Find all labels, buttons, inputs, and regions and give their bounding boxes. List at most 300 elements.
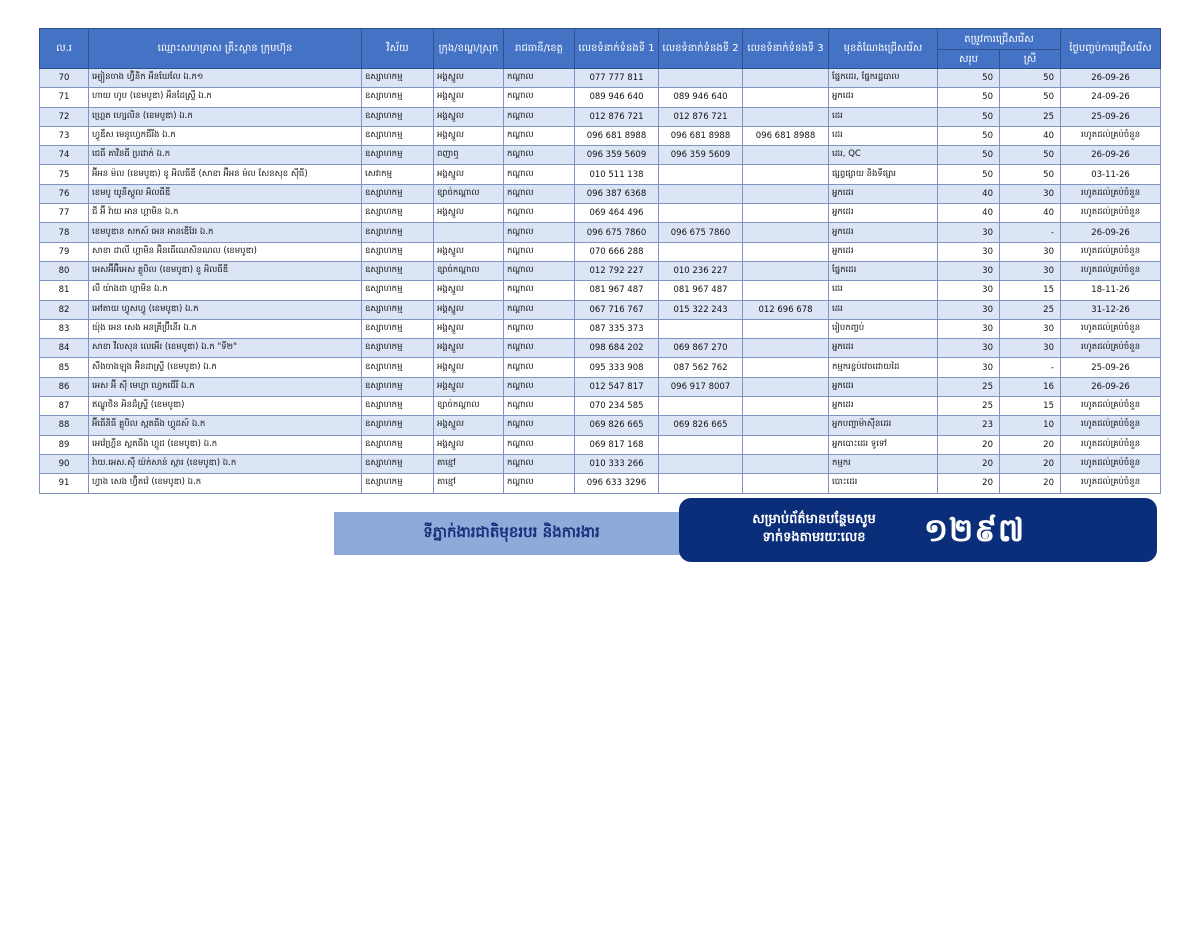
cell-company-name: អេស អ៊ី ស៊ី មេហ្គា ហ្វេកជើរី ឯ.ក xyxy=(89,377,362,396)
table-row xyxy=(40,261,1161,280)
cell-phone-3 xyxy=(743,69,829,88)
cell-phone-1: 012 792 227 xyxy=(575,261,659,280)
cell-row-number: 91 xyxy=(40,474,89,493)
cell-phone-3 xyxy=(743,223,829,242)
cell-phone-1: 095 333 908 xyxy=(575,358,659,377)
header-phone-3: លេខទំនាក់ទំនងទី 3 xyxy=(743,29,829,69)
cell-total-demand: 40 xyxy=(938,184,1000,203)
cell-female-demand: 50 xyxy=(1000,69,1061,88)
header-deadline: ថ្ងៃបញ្ចប់ការជ្រើសរើស xyxy=(1061,29,1161,69)
cell-sector: ឧស្សាហកម្ម xyxy=(362,435,434,454)
cell-row-number: 88 xyxy=(40,416,89,435)
cell-district: អង្គស្នួល xyxy=(434,281,504,300)
cell-company-name: អេសអ៊ីអ៊ីអេស គ្លូបិល (ខេមបូឌា) ខូ អិលធីឌី xyxy=(89,261,362,280)
cell-total-demand: 20 xyxy=(938,474,1000,493)
cell-sector: ឧស្សាហកម្ម xyxy=(362,184,434,203)
table-row xyxy=(40,416,1161,435)
cell-female-demand: 50 xyxy=(1000,88,1061,107)
hotline-info-line-2: ទាក់ទងតាមរយៈលេខ xyxy=(762,530,866,545)
cell-district xyxy=(434,223,504,242)
cell-sector: ឧស្សាហកម្ម xyxy=(362,107,434,126)
cell-female-demand: 16 xyxy=(1000,377,1061,396)
cell-position: អ្នកដេរ xyxy=(829,204,938,223)
header-female: ស្រី xyxy=(1000,50,1061,69)
cell-row-number: 74 xyxy=(40,146,89,165)
cell-position: ផ្សព្វផ្សាយ និងទីផ្សារ xyxy=(829,165,938,184)
hotline-number[interactable]: ១២៩៧ xyxy=(923,511,1026,549)
cell-total-demand: 20 xyxy=(938,454,1000,473)
cell-phone-2: 081 967 487 xyxy=(659,281,743,300)
table-row xyxy=(40,223,1161,242)
cell-deadline: 24-09-26 xyxy=(1061,88,1161,107)
cell-phone-3 xyxy=(743,397,829,416)
cell-total-demand: 50 xyxy=(938,165,1000,184)
table-row xyxy=(40,358,1161,377)
cell-position: អ្នកដេរ xyxy=(829,242,938,261)
cell-row-number: 76 xyxy=(40,184,89,203)
cell-phone-2: 096 675 7860 xyxy=(659,223,743,242)
cell-district: អង្គស្នួល xyxy=(434,126,504,145)
cell-deadline: រហូតដល់គ្រប់ចំនួន xyxy=(1061,339,1161,358)
cell-female-demand: 25 xyxy=(1000,300,1061,319)
cell-phone-3 xyxy=(743,204,829,223)
cell-phone-3 xyxy=(743,319,829,338)
table-row xyxy=(40,69,1161,88)
cell-female-demand: 20 xyxy=(1000,435,1061,454)
cell-company-name: អៅតាយ ហ្វូសហ្វូ (ខេមបូឌា) ឯ.ក xyxy=(89,300,362,319)
cell-phone-2: 012 876 721 xyxy=(659,107,743,126)
cell-sector: ឧស្សាហកម្ម xyxy=(362,146,434,165)
cell-deadline: រហូតដល់គ្រប់ចំនួន xyxy=(1061,435,1161,454)
cell-sector: ឧស្សាហកម្ម xyxy=(362,397,434,416)
cell-row-number: 78 xyxy=(40,223,89,242)
cell-total-demand: 23 xyxy=(938,416,1000,435)
cell-phone-1: 096 681 8988 xyxy=(575,126,659,145)
cell-sector: ឧស្សាហកម្ម xyxy=(362,223,434,242)
cell-deadline: 26-09-26 xyxy=(1061,377,1161,396)
cell-district: អង្គស្នួល xyxy=(434,358,504,377)
cell-phone-2 xyxy=(659,435,743,454)
cell-deadline: រហូតដល់គ្រប់ចំនួន xyxy=(1061,184,1161,203)
cell-total-demand: 50 xyxy=(938,88,1000,107)
cell-row-number: 81 xyxy=(40,281,89,300)
cell-company-name: យ៉ុង អេន សេង អនគ្រីប្រ៊ីនើរ ឯ.ក xyxy=(89,319,362,338)
cell-row-number: 83 xyxy=(40,319,89,338)
cell-phone-1: 067 716 767 xyxy=(575,300,659,319)
table-row xyxy=(40,300,1161,319)
cell-row-number: 90 xyxy=(40,454,89,473)
cell-sector: ឧស្សាហកម្ម xyxy=(362,281,434,300)
table-row xyxy=(40,242,1161,261)
cell-female-demand: 20 xyxy=(1000,454,1061,473)
cell-position: អ្នកដេរ xyxy=(829,377,938,396)
cell-sector: ឧស្សាហកម្ម xyxy=(362,126,434,145)
cell-phone-2: 069 867 270 xyxy=(659,339,743,358)
cell-phone-2: 096 917 8007 xyxy=(659,377,743,396)
cell-sector: ឧស្សាហកម្ម xyxy=(362,474,434,493)
table-row xyxy=(40,397,1161,416)
cell-deadline: រហូតដល់គ្រប់ចំនួន xyxy=(1061,397,1161,416)
cell-phone-3 xyxy=(743,146,829,165)
cell-province: កណ្ដាល xyxy=(504,281,575,300)
cell-district: អង្គស្នួល xyxy=(434,107,504,126)
cell-phone-2: 069 826 665 xyxy=(659,416,743,435)
cell-position: អ្នកដេរ xyxy=(829,397,938,416)
hotline-info-line-1: សម្រាប់ព័ត៌មានបន្ថែមសូម xyxy=(752,512,876,527)
cell-female-demand: 15 xyxy=(1000,281,1061,300)
cell-company-name: ជី អ៊ី វ៉ាយ អាន ហ្គាមិន ឯ.ក xyxy=(89,204,362,223)
cell-province: កណ្ដាល xyxy=(504,107,575,126)
cell-row-number: 84 xyxy=(40,339,89,358)
cell-phone-1: 077 777 811 xyxy=(575,69,659,88)
hotline-info xyxy=(709,511,919,547)
cell-deadline: រហូតដល់គ្រប់ចំនួន xyxy=(1061,126,1161,145)
cell-female-demand: 50 xyxy=(1000,165,1061,184)
cell-position: ដេរ xyxy=(829,126,938,145)
cell-phone-3 xyxy=(743,242,829,261)
cell-company-name: លី យ៉ាងដា ហ្គាមិន ឯ.ក xyxy=(89,281,362,300)
cell-deadline: រហូតដល់គ្រប់ចំនួន xyxy=(1061,416,1161,435)
cell-district: ខ្សាច់កណ្ដាល xyxy=(434,184,504,203)
cell-deadline: រហូតដល់គ្រប់ចំនួន xyxy=(1061,454,1161,473)
cell-sector: ឧស្សាហកម្ម xyxy=(362,88,434,107)
cell-row-number: 70 xyxy=(40,69,89,88)
cell-company-name: អ៊ីធើនិធី គ្លូបិល ស្ពតធីង ហ្គូដស៍ ឯ.ក xyxy=(89,416,362,435)
cell-province: កណ្ដាល xyxy=(504,223,575,242)
cell-province: កណ្ដាល xyxy=(504,435,575,454)
cell-province: កណ្ដាល xyxy=(504,454,575,473)
cell-province: កណ្ដាល xyxy=(504,339,575,358)
cell-position: ផ្នែកដេរ, ផ្នែករដ្ឋបាល xyxy=(829,69,938,88)
table-row xyxy=(40,204,1161,223)
cell-province: កណ្ដាល xyxy=(504,165,575,184)
cell-district: ខ្សាច់កណ្ដាល xyxy=(434,261,504,280)
cell-total-demand: 50 xyxy=(938,126,1000,145)
cell-province: កណ្ដាល xyxy=(504,69,575,88)
cell-position: រៀបកញ្ចប់ xyxy=(829,319,938,338)
cell-phone-3 xyxy=(743,107,829,126)
cell-company-name: ខេមបូឌាន សកស៍ អេន អានឌើវែរ ឯ.ក xyxy=(89,223,362,242)
cell-district: អង្គស្នួល xyxy=(434,204,504,223)
header-phone-1: លេខទំនាក់ទំនងទី 1 xyxy=(575,29,659,69)
cell-position: អ្នកដេរ xyxy=(829,339,938,358)
cell-row-number: 86 xyxy=(40,377,89,396)
cell-district: ខ្សាច់កណ្ដាល xyxy=(434,397,504,416)
table-row xyxy=(40,339,1161,358)
cell-phone-3 xyxy=(743,281,829,300)
cell-phone-2: 015 322 243 xyxy=(659,300,743,319)
table-body xyxy=(40,69,1161,494)
cell-sector: ឧស្សាហកម្ម xyxy=(362,416,434,435)
cell-district: អង្គស្នួល xyxy=(434,165,504,184)
cell-province: កណ្ដាល xyxy=(504,126,575,145)
cell-company-name: ហាយ ហូប (ខេមបូឌា) អឹនដែស្ទ្រី ឯ.ក xyxy=(89,88,362,107)
cell-sector: ឧស្សាហកម្ម xyxy=(362,339,434,358)
cell-total-demand: 30 xyxy=(938,358,1000,377)
cell-position: កម្មករ xyxy=(829,454,938,473)
cell-company-name: ជេធី គាវិនធី ប្រដាក់ ឯ.ក xyxy=(89,146,362,165)
cell-phone-1: 069 464 496 xyxy=(575,204,659,223)
cell-district: អង្គស្នួល xyxy=(434,416,504,435)
cell-phone-2: 089 946 640 xyxy=(659,88,743,107)
cell-row-number: 73 xyxy=(40,126,89,145)
cell-total-demand: 30 xyxy=(938,300,1000,319)
table-row xyxy=(40,88,1161,107)
cell-province: កណ្ដាល xyxy=(504,474,575,493)
cell-female-demand: 40 xyxy=(1000,126,1061,145)
cell-phone-2 xyxy=(659,69,743,88)
cell-district: តាខ្មៅ xyxy=(434,474,504,493)
cell-sector: ឧស្សាហកម្ម xyxy=(362,261,434,280)
cell-phone-2 xyxy=(659,474,743,493)
cell-province: កណ្ដាល xyxy=(504,204,575,223)
cell-deadline: រហូតដល់គ្រប់ចំនួន xyxy=(1061,261,1161,280)
cell-row-number: 85 xyxy=(40,358,89,377)
cell-phone-2 xyxy=(659,319,743,338)
cell-phone-1: 069 817 168 xyxy=(575,435,659,454)
cell-deadline: រហូតដល់គ្រប់ចំនួន xyxy=(1061,242,1161,261)
cell-sector: ឧស្សាហកម្ម xyxy=(362,300,434,319)
cell-company-name: សាខា ដាលី ហ្គាមិន អ៊ិនធើណេសិនណល (ខេមបូឌា) xyxy=(89,242,362,261)
cell-female-demand: - xyxy=(1000,358,1061,377)
cell-total-demand: 25 xyxy=(938,397,1000,416)
cell-row-number: 75 xyxy=(40,165,89,184)
header-province: រាជធានី/ខេត្ត xyxy=(504,29,575,69)
cell-total-demand: 30 xyxy=(938,261,1000,280)
cell-phone-2 xyxy=(659,397,743,416)
cell-position: អ្នកដេរ xyxy=(829,88,938,107)
cell-sector: ឧស្សាហកម្ម xyxy=(362,242,434,261)
header-no: ល.រ xyxy=(40,29,89,69)
cell-province: កណ្ដាល xyxy=(504,184,575,203)
cell-phone-1: 081 967 487 xyxy=(575,281,659,300)
cell-province: កណ្ដាល xyxy=(504,146,575,165)
cell-female-demand: 40 xyxy=(1000,204,1061,223)
cell-total-demand: 30 xyxy=(938,339,1000,358)
cell-position: អ្នកដេរ xyxy=(829,223,938,242)
cell-district: អង្គស្នួល xyxy=(434,319,504,338)
cell-deadline: រហូតដល់គ្រប់ចំនួន xyxy=(1061,319,1161,338)
cell-total-demand: 25 xyxy=(938,377,1000,396)
cell-row-number: 82 xyxy=(40,300,89,319)
cell-position: អ្នកដេរ xyxy=(829,184,938,203)
cell-phone-3 xyxy=(743,454,829,473)
cell-phone-3 xyxy=(743,435,829,454)
cell-total-demand: 50 xyxy=(938,107,1000,126)
header-phone-2: លេខទំនាក់ទំនងទី 2 xyxy=(659,29,743,69)
cell-female-demand: 30 xyxy=(1000,339,1061,358)
cell-total-demand: 50 xyxy=(938,69,1000,88)
cell-position: អ្នកបញ្ជាម៉ាស៊ីនដេរ xyxy=(829,416,938,435)
cell-phone-1: 069 826 665 xyxy=(575,416,659,435)
hotline-banner xyxy=(679,498,1157,562)
cell-phone-1: 070 666 288 xyxy=(575,242,659,261)
cell-sector: សេវាកម្ម xyxy=(362,165,434,184)
cell-phone-2 xyxy=(659,242,743,261)
cell-sector: ឧស្សាហកម្ម xyxy=(362,319,434,338)
cell-province: កណ្ដាល xyxy=(504,397,575,416)
cell-deadline: 31-12-26 xyxy=(1061,300,1161,319)
cell-phone-2: 087 562 762 xyxy=(659,358,743,377)
cell-total-demand: 30 xyxy=(938,319,1000,338)
cell-total-demand: 30 xyxy=(938,223,1000,242)
cell-female-demand: 25 xyxy=(1000,107,1061,126)
cell-total-demand: 50 xyxy=(938,146,1000,165)
cell-phone-3: 012 696 678 xyxy=(743,300,829,319)
cell-phone-2: 096 359 5609 xyxy=(659,146,743,165)
cell-phone-3 xyxy=(743,88,829,107)
header-district: ក្រុង/ខណ្ឌ/ស្រុក xyxy=(434,29,504,69)
cell-phone-2: 096 681 8988 xyxy=(659,126,743,145)
cell-deadline: 26-09-26 xyxy=(1061,146,1161,165)
agency-banner xyxy=(334,512,689,555)
cell-company-name: ហ្វាង សេង ហ្វ៊ិតវ៉េ (ខេមបូឌា) ឯ.ក xyxy=(89,474,362,493)
table-row xyxy=(40,126,1161,145)
table-row xyxy=(40,146,1161,165)
cell-phone-3 xyxy=(743,416,829,435)
cell-phone-2 xyxy=(659,454,743,473)
cell-company-name: អេវ៉េហ្គ្រីន ស្ពតធីង ហ្គូដ (ខេមបូឌា) ឯ.ក xyxy=(89,435,362,454)
cell-company-name: អ៊ីអន ម៉ល (ខេមបូឌា) ខូ អិលធីឌី (សាខា អ៊ីអន ម៉ល សែនសុខ ស៊ីធី) xyxy=(89,165,362,184)
table-row xyxy=(40,165,1161,184)
table-row xyxy=(40,377,1161,396)
cell-female-demand: 15 xyxy=(1000,397,1061,416)
cell-phone-1: 098 684 202 xyxy=(575,339,659,358)
cell-phone-2 xyxy=(659,184,743,203)
cell-phone-1: 087 335 373 xyxy=(575,319,659,338)
cell-district: អង្គស្នួល xyxy=(434,339,504,358)
cell-district: អង្គស្នួល xyxy=(434,242,504,261)
cell-phone-3 xyxy=(743,339,829,358)
cell-phone-2 xyxy=(659,204,743,223)
cell-female-demand: 30 xyxy=(1000,319,1061,338)
cell-phone-3 xyxy=(743,358,829,377)
cell-province: កណ្ដាល xyxy=(504,358,575,377)
cell-female-demand: 50 xyxy=(1000,146,1061,165)
cell-sector: ឧស្សាហកម្ម xyxy=(362,454,434,473)
cell-female-demand: 30 xyxy=(1000,184,1061,203)
cell-female-demand: - xyxy=(1000,223,1061,242)
cell-province: កណ្ដាល xyxy=(504,88,575,107)
cell-phone-1: 070 234 585 xyxy=(575,397,659,416)
table-row xyxy=(40,281,1161,300)
cell-row-number: 87 xyxy=(40,397,89,416)
cell-total-demand: 30 xyxy=(938,281,1000,300)
agency-name: ទីភ្នាក់ងារជាតិមុខរបរ និងការងារ xyxy=(423,522,600,541)
cell-phone-1: 089 946 640 xyxy=(575,88,659,107)
cell-female-demand: 20 xyxy=(1000,474,1061,493)
cell-company-name: ហ្វូឌឹស មេនូហ្វេកជឺរីង ឯ.ក xyxy=(89,126,362,145)
cell-phone-2 xyxy=(659,165,743,184)
cell-phone-1: 012 876 721 xyxy=(575,107,659,126)
header-total: សរុប xyxy=(938,50,1000,69)
cell-phone-3 xyxy=(743,165,829,184)
cell-deadline: 25-09-26 xyxy=(1061,358,1161,377)
cell-row-number: 71 xyxy=(40,88,89,107)
cell-position: ដេរ xyxy=(829,300,938,319)
cell-sector: ឧស្សាហកម្ម xyxy=(362,69,434,88)
cell-sector: ឧស្សាហកម្ម xyxy=(362,358,434,377)
cell-phone-1: 010 511 138 xyxy=(575,165,659,184)
cell-company-name: វ៉ាយ.អេស.ស៊ី យ៉ក់សាន់ ស្ការ (ខេមបូឌា) ឯ.ក xyxy=(89,454,362,473)
cell-phone-1: 012 547 817 xyxy=(575,377,659,396)
cell-phone-1: 010 333 266 xyxy=(575,454,659,473)
cell-phone-3: 096 681 8988 xyxy=(743,126,829,145)
cell-phone-3 xyxy=(743,261,829,280)
cell-position: ផ្នែកដេរ xyxy=(829,261,938,280)
cell-phone-3 xyxy=(743,474,829,493)
cell-row-number: 80 xyxy=(40,261,89,280)
cell-province: កណ្ដាល xyxy=(504,377,575,396)
cell-position: បោះដេរ xyxy=(829,474,938,493)
cell-phone-1: 096 675 7860 xyxy=(575,223,659,242)
cell-deadline: 18-11-26 xyxy=(1061,281,1161,300)
cell-female-demand: 10 xyxy=(1000,416,1061,435)
cell-province: កណ្ដាល xyxy=(504,261,575,280)
header-company: ឈ្មោះសហគ្រាស គ្រឹះស្ថាន ក្រុមហ៊ុន xyxy=(89,29,362,69)
cell-company-name: សឺងចាងឡុង អ៊ិនដាស្ទ្រី (ខេមបូឌា) ឯ.ក xyxy=(89,358,362,377)
cell-female-demand: 30 xyxy=(1000,242,1061,261)
cell-phone-2: 010 236 227 xyxy=(659,261,743,280)
cell-district: អង្គស្នួល xyxy=(434,88,504,107)
cell-deadline: 26-09-26 xyxy=(1061,223,1161,242)
cell-row-number: 77 xyxy=(40,204,89,223)
table-row xyxy=(40,319,1161,338)
table-row xyxy=(40,435,1161,454)
cell-company-name: ខេមបូ យូនីស្តូល អិលធីឌី xyxy=(89,184,362,203)
cell-district: អង្គស្នួល xyxy=(434,377,504,396)
cell-district: ពញាឮ xyxy=(434,146,504,165)
cell-company-name: សាខា វីលសុន លេអើរ (ខេមបូឌា) ឯ.ក "ទី២" xyxy=(89,339,362,358)
cell-deadline: រហូតដល់គ្រប់ចំនួន xyxy=(1061,204,1161,223)
cell-company-name: ហ្គ្រេត ហ្សេលិន (ខេមបូឌា) ឯ.ក xyxy=(89,107,362,126)
cell-position: អ្នកបោះដេរ ទូទៅ xyxy=(829,435,938,454)
cell-deadline: 25-09-26 xyxy=(1061,107,1161,126)
cell-phone-1: 096 387 6368 xyxy=(575,184,659,203)
cell-district: អង្គស្នួល xyxy=(434,435,504,454)
cell-sector: ឧស្សាហកម្ម xyxy=(362,377,434,396)
cell-deadline: 26-09-26 xyxy=(1061,69,1161,88)
cell-province: កណ្ដាល xyxy=(504,416,575,435)
table-row xyxy=(40,184,1161,203)
cell-row-number: 72 xyxy=(40,107,89,126)
cell-deadline: រហូតដល់គ្រប់ចំនួន xyxy=(1061,474,1161,493)
cell-phone-3 xyxy=(743,377,829,396)
cell-district: អង្គស្នួល xyxy=(434,300,504,319)
cell-company-name: អ្យៀនចាង ហ្វ៊ិនិក អឹនឃែលែ ឯ.ក១ xyxy=(89,69,362,88)
cell-district: អង្គស្នួល xyxy=(434,69,504,88)
table-row xyxy=(40,474,1161,493)
cell-row-number: 89 xyxy=(40,435,89,454)
cell-province: កណ្ដាល xyxy=(504,242,575,261)
cell-phone-1: 096 633 3296 xyxy=(575,474,659,493)
cell-position: ដេរ, QC xyxy=(829,146,938,165)
header-position: មុខតំណែងជ្រើសរើស xyxy=(829,29,938,69)
cell-total-demand: 20 xyxy=(938,435,1000,454)
cell-row-number: 79 xyxy=(40,242,89,261)
cell-total-demand: 30 xyxy=(938,242,1000,261)
table-row xyxy=(40,454,1161,473)
cell-position: ដេរ xyxy=(829,107,938,126)
header-demand: តម្រូវការជ្រើសរើស xyxy=(938,29,1061,50)
cell-female-demand: 30 xyxy=(1000,261,1061,280)
cell-company-name: ឥណ្ឌូថិន អិនដ៏ស្ទ្រី (ខេមបូឌា) xyxy=(89,397,362,416)
cell-phone-3 xyxy=(743,184,829,203)
job-vacancy-table xyxy=(39,28,1161,494)
cell-province: កណ្ដាល xyxy=(504,300,575,319)
cell-position: កម្មករខ្ចប់វេចដោយដៃ xyxy=(829,358,938,377)
cell-district: តាខ្មៅ xyxy=(434,454,504,473)
